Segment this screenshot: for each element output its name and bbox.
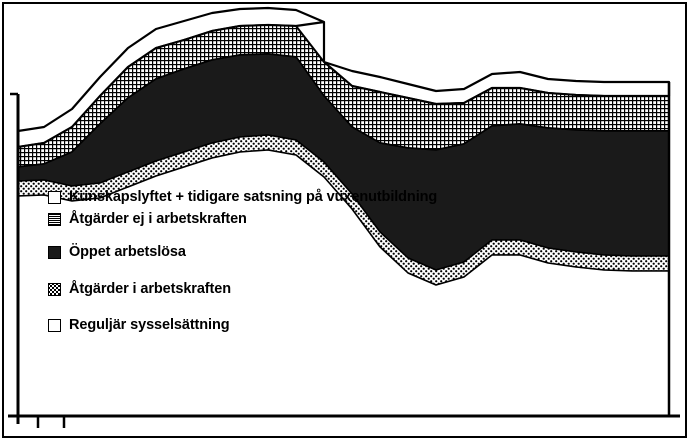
legend-swatch-dotted-icon <box>48 283 61 296</box>
legend-swatch-black-icon <box>48 246 61 259</box>
legend-label: Öppet arbetslösa <box>69 244 186 261</box>
legend-item-kunskapslyftet <box>48 188 468 208</box>
legend-swatch-white-icon <box>48 191 61 204</box>
legend-swatch-gray-icon <box>48 213 61 226</box>
legend-item-atgarder-ej-i-arbetskraften <box>48 210 468 230</box>
legend-item-oppet-arbetslosa <box>48 243 468 263</box>
legend-label: Reguljär sysselsättning <box>69 317 230 334</box>
legend-label: Kunskapslyftet + tidigare satsning på vuxenutbildning <box>69 189 438 205</box>
legend-item-atgarder-i-arbetskraften <box>48 280 468 300</box>
chart-legend <box>48 188 468 336</box>
legend-item-regular-sysselsattning <box>48 316 468 336</box>
legend-label: Åtgärder ej i arbetskraften <box>69 210 247 227</box>
legend-swatch-white-icon <box>48 319 61 332</box>
legend-label: Åtgärder i arbetskraften <box>69 280 231 297</box>
